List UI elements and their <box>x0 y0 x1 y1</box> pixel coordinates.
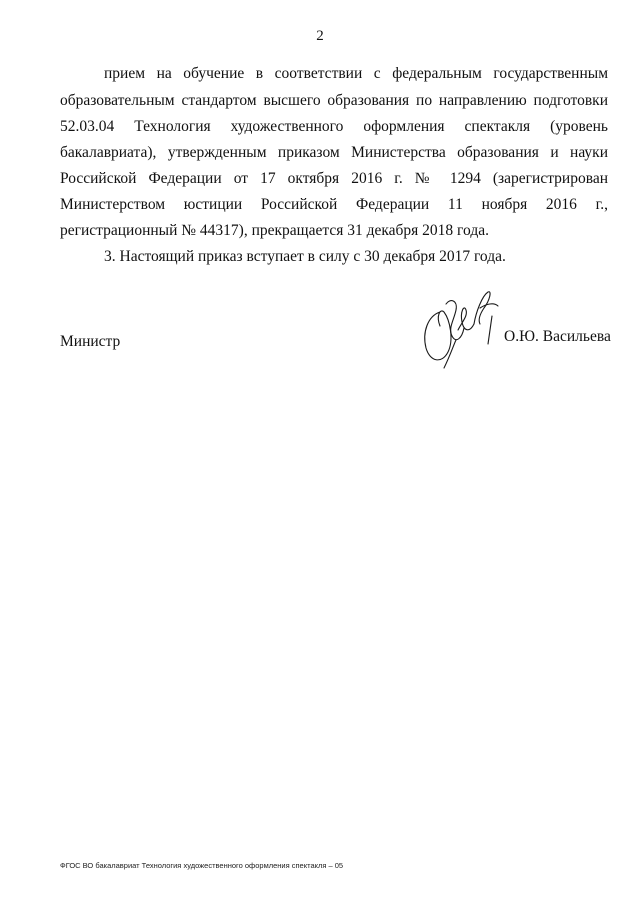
handwritten-signature <box>418 282 508 372</box>
paragraph-line: образовательным стандартом высшего образования по направлению подготовки <box>60 92 608 109</box>
paragraph-line: бакалавриата), утвержденным приказом Министерства образования и науки <box>60 144 608 161</box>
paragraph-line: 52.03.04 Технология художественного оформления спектакля (уровень <box>60 118 608 135</box>
minister-title: Министр <box>60 333 121 350</box>
page-number: 2 <box>316 28 324 44</box>
paragraph-line: 3. Настоящий приказ вступает в силу с 30 декабря 2017 года. <box>104 248 506 265</box>
paragraph-line: прием на обучение в соответствии с федеральным государственным <box>104 65 608 82</box>
paragraph-line: Министерством юстиции Российской Федерации 11 ноября 2016 г., <box>60 196 608 213</box>
paragraph-line: Российской Федерации от 17 октября 2016 г. № 1294 (зарегистрирован <box>60 170 608 187</box>
minister-name: О.Ю. Васильева <box>504 328 611 345</box>
paragraph-line: регистрационный № 44317), прекращается 31 декабря 2018 года. <box>60 222 489 239</box>
footer-text: ФГОС ВО бакалавриат Технология художественного оформления спектакля – 05 <box>60 861 344 870</box>
